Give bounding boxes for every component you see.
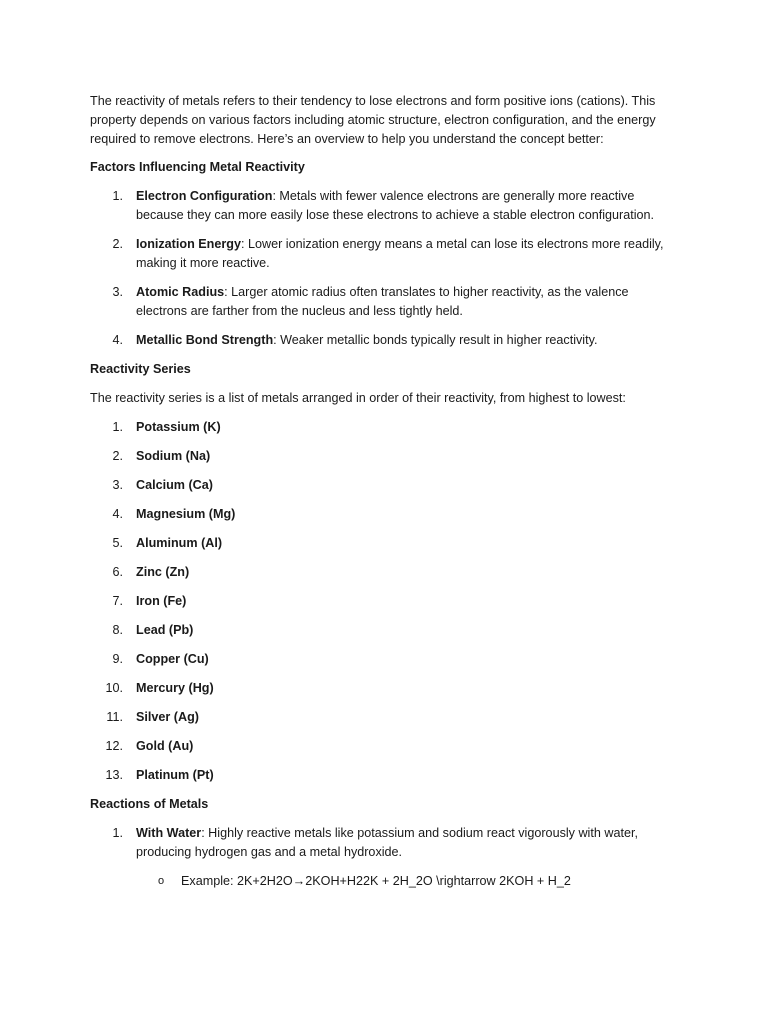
- list-item: [90, 447, 680, 466]
- list-number: 9.: [112, 652, 123, 666]
- factor-text: : Lower ionization energy means a metal can lose its electrons more readily, making it more reactive.: [136, 237, 664, 270]
- list-item: [90, 679, 680, 698]
- factor-term: Atomic Radius: [136, 285, 225, 299]
- list-item: [90, 476, 680, 495]
- list-number: 1.: [112, 420, 123, 434]
- document-page: [90, 92, 680, 901]
- factor-term: Electron Configuration: [136, 189, 273, 203]
- metal-name: Potassium (K): [136, 420, 221, 434]
- metal-name: Gold (Au): [136, 739, 194, 753]
- list-item: [90, 505, 680, 524]
- metal-name: Sodium (Na): [136, 449, 211, 463]
- series-list: [90, 418, 680, 785]
- list-item: [90, 824, 680, 862]
- list-number: 4.: [112, 507, 123, 521]
- factor-text: : Larger atomic radius often translates to higher reactivity, as the valence electrons are farther from the nucleus and less tightly held.: [136, 285, 629, 318]
- list-item: [90, 187, 680, 225]
- list-number: 2.: [112, 449, 123, 463]
- list-item: [90, 563, 680, 582]
- metal-name: Silver (Ag): [136, 710, 199, 724]
- list-item: [90, 621, 680, 640]
- list-item: [90, 708, 680, 727]
- list-item: [90, 872, 680, 891]
- list-item: [90, 534, 680, 553]
- example-equation: Example: 2K+2H2O→2KOH+H22K + 2H_2O \rightarrow 2KOH + H_2: [181, 874, 571, 888]
- list-item: [90, 283, 680, 321]
- list-number: 11.: [106, 710, 123, 724]
- metal-name: Aluminum (Al): [136, 536, 223, 550]
- reaction-text: : Highly reactive metals like potassium and sodium react vigorously with water, producing hydrogen gas and a metal hydroxide.: [136, 826, 638, 859]
- intro-paragraph: The reactivity of metals refers to their tendency to lose electrons and form positive ions (cations). This property depends on various factors including atomic structure, electron configuration, and the energy required to remove electrons. Here’s an overview to help you understand the concept better:: [90, 94, 656, 146]
- example-list: [90, 872, 680, 891]
- factors-list: [90, 187, 680, 350]
- list-number: 4.: [112, 333, 123, 347]
- reactions-heading: Reactions of Metals: [90, 797, 209, 811]
- list-item: [90, 235, 680, 273]
- list-number: 5.: [112, 536, 123, 550]
- factor-text: : Metals with fewer valence electrons are generally more reactive because they can more easily lose these electrons to achieve a stable electron configuration.: [136, 189, 655, 222]
- factor-term: Metallic Bond Strength: [136, 333, 274, 347]
- list-number: 1.: [112, 826, 123, 840]
- list-item: [90, 418, 680, 437]
- list-item: [90, 592, 680, 611]
- list-number: 12.: [105, 739, 123, 753]
- list-number: 10.: [105, 681, 123, 695]
- list-number: 1.: [112, 189, 123, 203]
- metal-name: Calcium (Ca): [136, 478, 213, 492]
- list-number: 3.: [112, 285, 123, 299]
- list-item: [90, 766, 680, 785]
- factor-term: Ionization Energy: [136, 237, 241, 251]
- reactions-list: [90, 824, 680, 862]
- metal-name: Zinc (Zn): [136, 565, 190, 579]
- series-description: The reactivity series is a list of metals arranged in order of their reactivity, from highest to lowest:: [90, 391, 626, 405]
- list-item: [90, 331, 680, 350]
- metal-name: Copper (Cu): [136, 652, 209, 666]
- metal-name: Lead (Pb): [136, 623, 194, 637]
- metal-name: Platinum (Pt): [136, 768, 214, 782]
- list-number: 3.: [112, 478, 123, 492]
- factors-heading: Factors Influencing Metal Reactivity: [90, 160, 305, 174]
- metal-name: Iron (Fe): [136, 594, 187, 608]
- series-heading: Reactivity Series: [90, 362, 191, 376]
- list-number: 6.: [112, 565, 123, 579]
- list-number: 7.: [112, 594, 123, 608]
- circle-bullet-icon: o: [158, 875, 165, 887]
- reaction-term: With Water: [136, 826, 202, 840]
- factor-text: : Weaker metallic bonds typically result in higher reactivity.: [273, 333, 598, 347]
- list-number: 8.: [112, 623, 123, 637]
- list-number: 13.: [105, 768, 123, 782]
- list-item: [90, 650, 680, 669]
- metal-name: Magnesium (Mg): [136, 507, 236, 521]
- list-item: [90, 737, 680, 756]
- list-number: 2.: [112, 237, 123, 251]
- metal-name: Mercury (Hg): [136, 681, 214, 695]
